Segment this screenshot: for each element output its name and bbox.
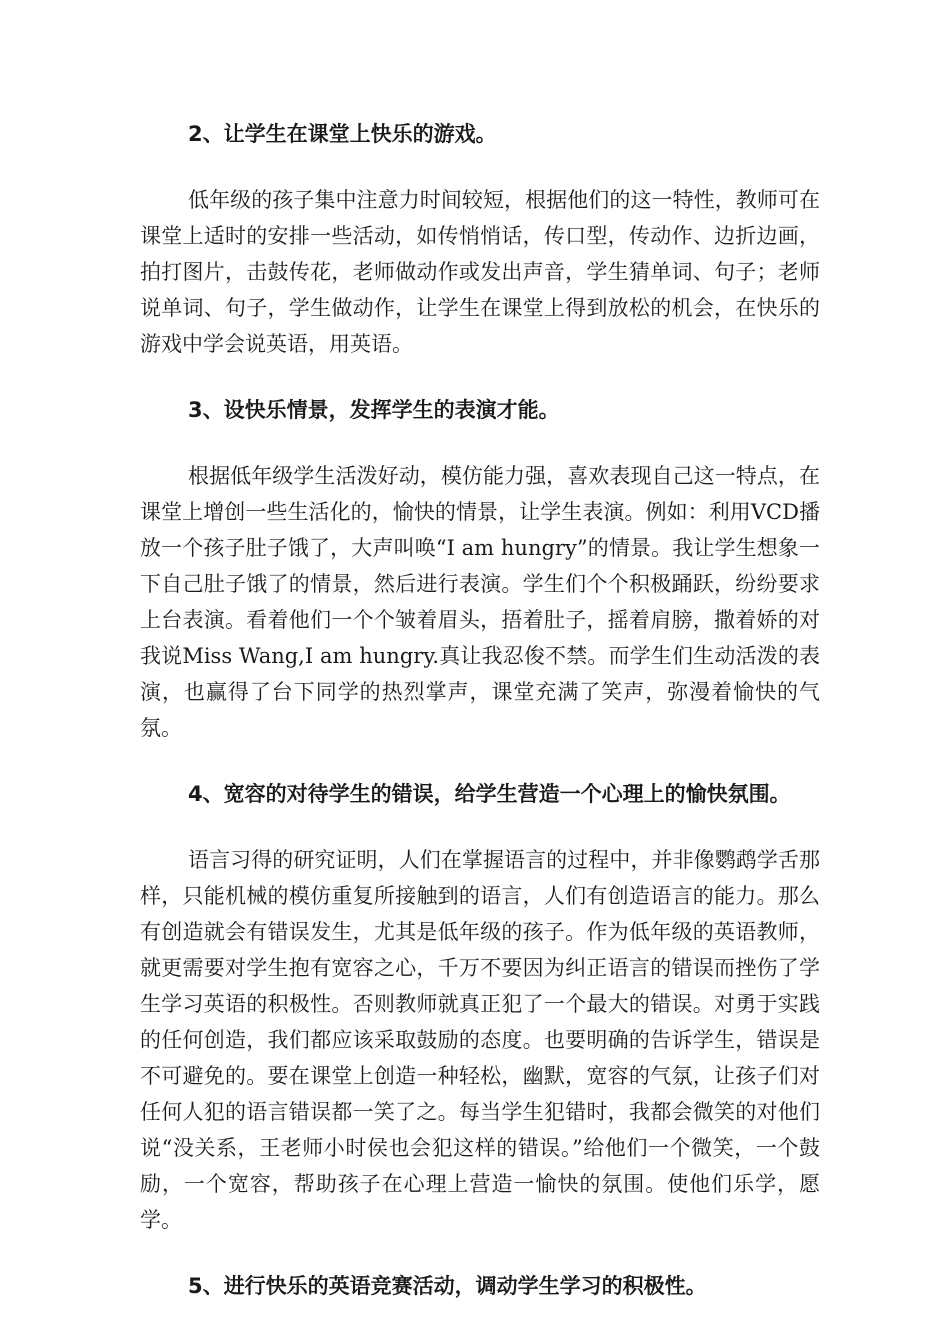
- section-heading-4: 4、宽容的对待学生的错误，给学生营造一个心理上的愉快氛围。: [188, 782, 791, 806]
- section-paragraph-3: 根据低年级学生活泼好动，模仿能力强，喜欢表现自己这一特点，在课堂上增创一些生活化的，愉快的情景，让学生表演。例如：利用VCD播放一个孩子肚子饿了，大声叫唤“I am hungry”的情景。我让学生想象一下自己肚子饿了的情景，然后进行表演。学生们个个积极踊跃，纷纷要求上台表演。看着他们一个个皱着眉头，捂着肚子，摇着肩膀，撒着娇的对我说Miss Wang,I am hungry.真让我忍俊不禁。而学生们生动活泼的表演，也赢得了台下同学的热烈掌声，课堂充满了笑声，弥漫着愉快的气氛。: [140, 464, 820, 740]
- section-heading-3: 3、设快乐情景，发挥学生的表演才能。: [188, 398, 560, 422]
- section-heading-5: 5、进行快乐的英语竞赛活动，调动学生学习的积极性。: [188, 1274, 707, 1298]
- section-paragraph-4: 语言习得的研究证明，人们在掌握语言的过程中，并非像鹦鹉学舌那样，只能机械的模仿重复所接触到的语言，人们有创造语言的能力。那么有创造就会有错误发生，尤其是低年级的孩子。作为低年级的英语教师，就更需要对学生抱有宽容之心，千万不要因为纠正语言的错误而挫伤了学生学习英语的积极性。否则教师就真正犯了一个最大的错误。对勇于实践的任何创造，我们都应该采取鼓励的态度。也要明确的告诉学生，错误是不可避免的。要在课堂上创造一种轻松，幽默，宽容的气氛，让孩子们对任何人犯的语言错误都一笑了之。每当学生犯错时，我都会微笑的对他们说“没关系，王老师小时侯也会犯这样的错误。”给他们一个微笑，一个鼓励，一个宽容，帮助孩子在心理上营造一愉快的氛围。使他们乐学，愿学。: [140, 848, 820, 1232]
- document-body: [140, 116, 820, 1334]
- section-heading-2: 2、让学生在课堂上快乐的游戏。: [188, 122, 497, 146]
- section-paragraph-2: 低年级的孩子集中注意力时间较短，根据他们的这一特性，教师可在课堂上适时的安排一些活动，如传悄悄话，传口型，传动作、边折边画，拍打图片，击鼓传花，老师做动作或发出声音，学生猜单词、句子；老师说单词、句子，学生做动作，让学生在课堂上得到放松的机会，在快乐的游戏中学会说英语，用英语。: [140, 188, 820, 356]
